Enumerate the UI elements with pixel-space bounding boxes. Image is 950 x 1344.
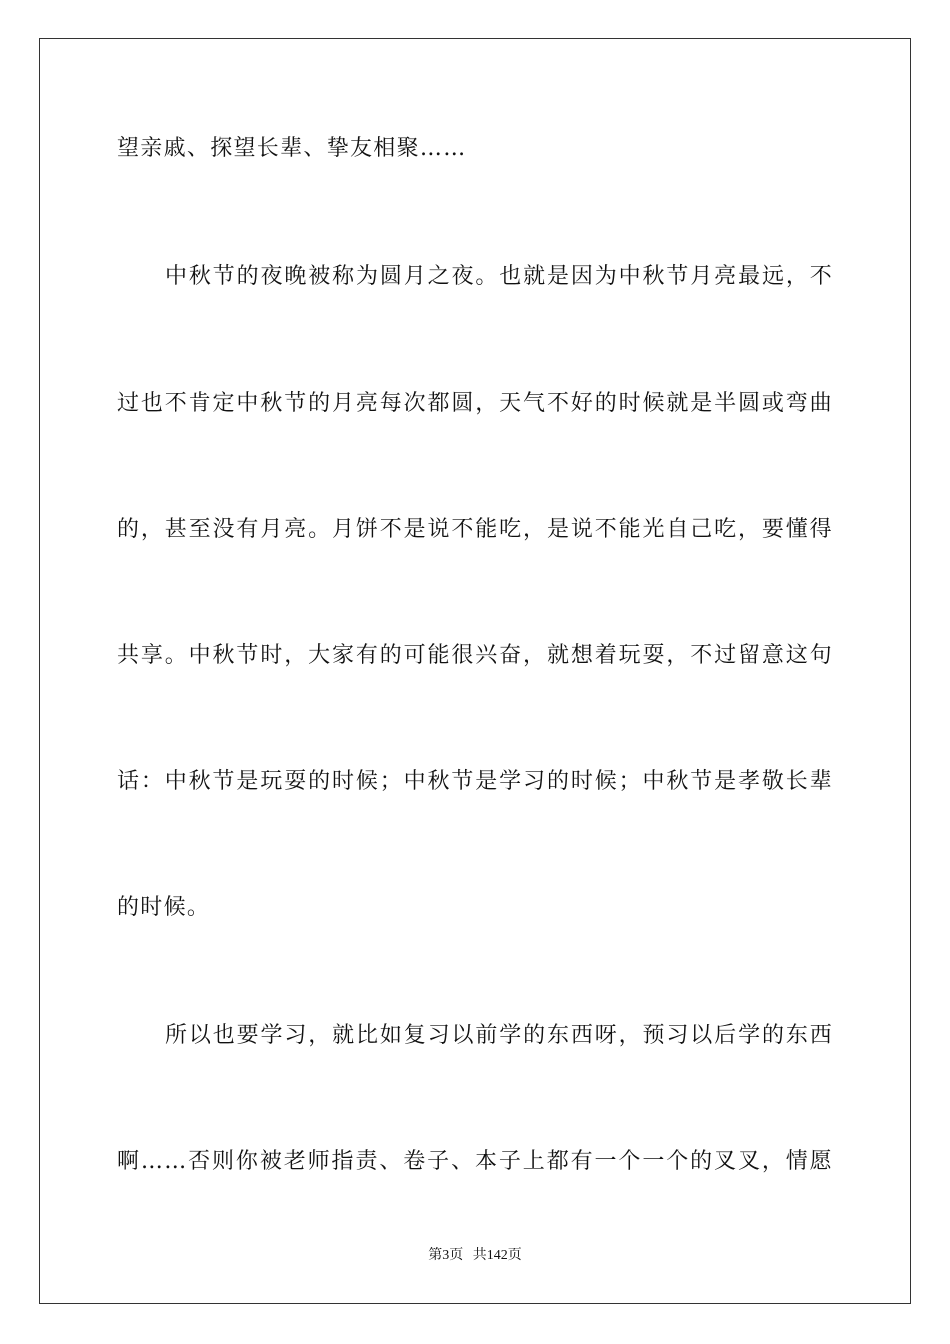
text-line-1: 望亲戚、探望长辈、挚友相聚…… [117, 136, 467, 161]
text-line-5: 共享。中秋节时，大家有的可能很兴奋，就想着玩耍，不过留意这句 [117, 643, 833, 668]
page-number: 第3页 [428, 1248, 464, 1263]
text-line-2: 中秋节的夜晚被称为圆月之夜。也就是因为中秋节月亮最远，不 [165, 264, 833, 289]
text-line-6: 话：中秋节是玩耍的时候；中秋节是学习的时候；中秋节是孝敬长辈 [117, 769, 833, 794]
page-footer [0, 1246, 950, 1266]
text-line-8: 所以也要学习，就比如复习以前学的东西呀，预习以后学的东西 [165, 1023, 833, 1048]
text-line-3: 过也不肯定中秋节的月亮每次都圆，天气不好的时候就是半圆或弯曲 [117, 391, 833, 416]
text-line-4: 的，甚至没有月亮。月饼不是说不能吃，是说不能光自己吃，要懂得 [117, 517, 833, 542]
page-total: 共142页 [472, 1248, 522, 1263]
text-line-7: 的时候。 [117, 895, 211, 920]
page-border [39, 38, 911, 1304]
text-line-9: 啊……否则你被老师指责、卷子、本子上都有一个一个的叉叉，情愿 [117, 1149, 833, 1174]
